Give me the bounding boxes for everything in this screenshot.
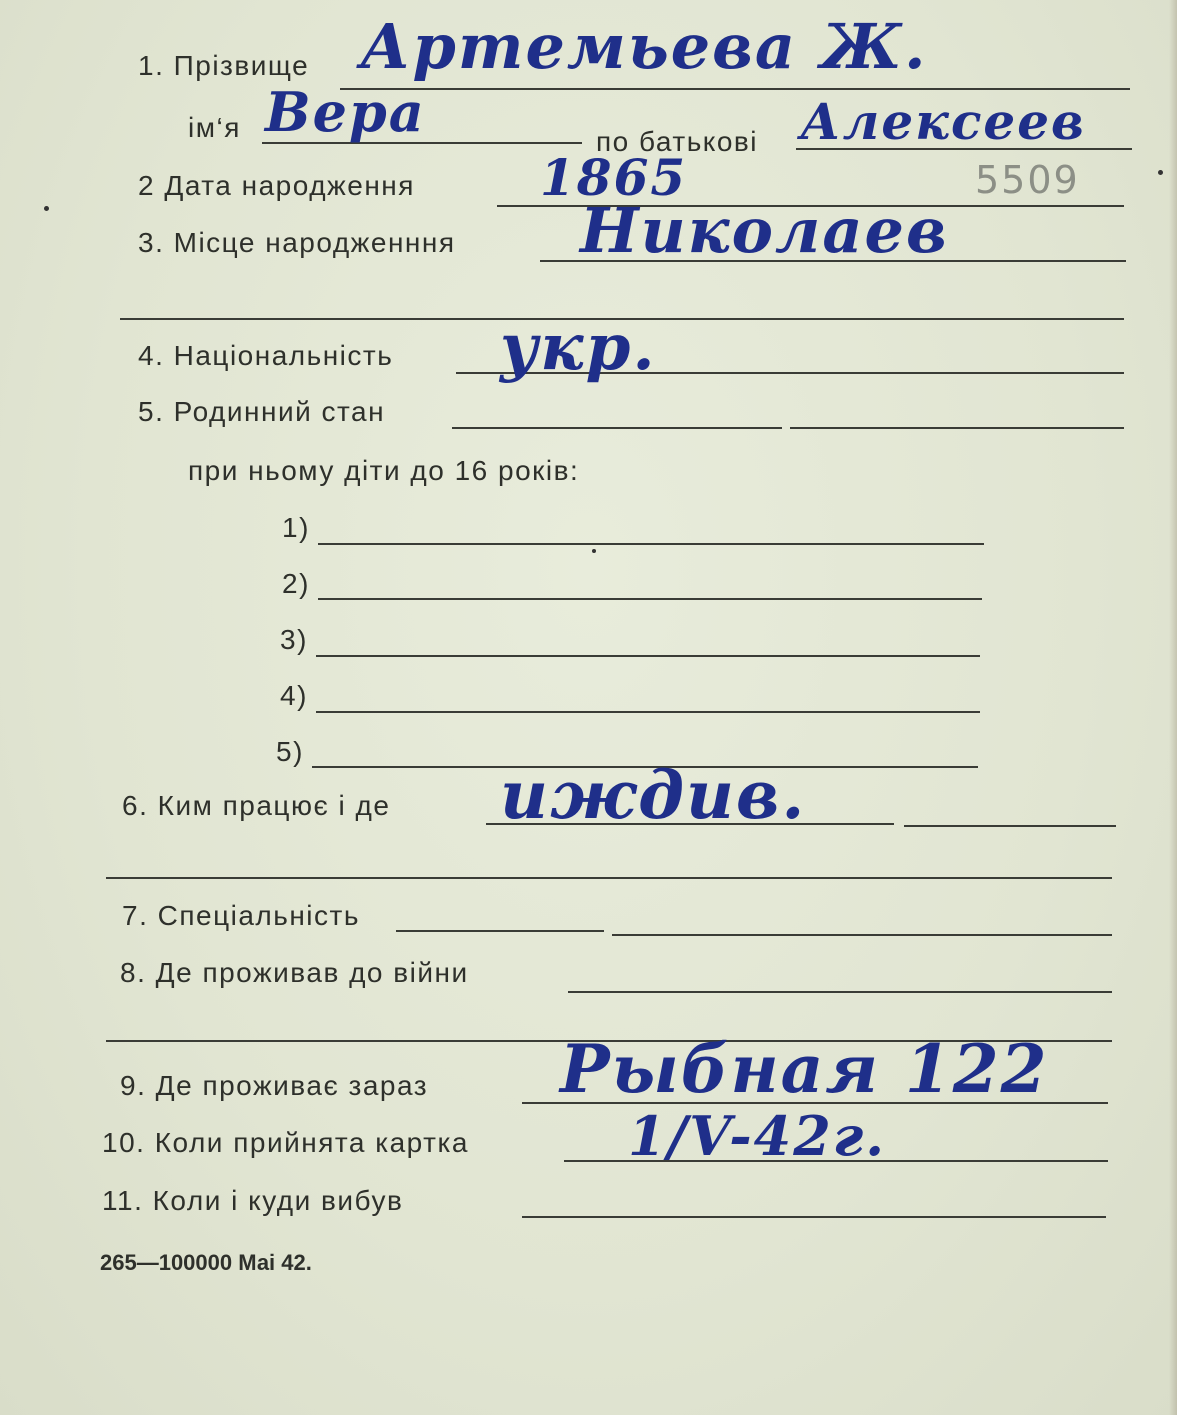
family-status-line-b xyxy=(790,427,1124,429)
surname-line xyxy=(340,88,1130,90)
child-2-label: 2) xyxy=(282,568,310,599)
birth-date-value: 1865 xyxy=(540,148,688,207)
child-3-label: 3) xyxy=(280,624,308,655)
children-heading: при ньому діти до 16 років: xyxy=(188,455,580,486)
occupation-label: 6. Ким працює і де xyxy=(122,790,391,821)
print-code: 265—100000 Маі 42. xyxy=(100,1250,312,1275)
ink-dot xyxy=(44,206,49,211)
child-2-line xyxy=(318,598,982,600)
surname-value: Артемьева Ж. xyxy=(360,10,928,83)
prewar-residence-line xyxy=(568,991,1112,993)
patronymic-label: по батькові xyxy=(596,126,759,157)
pencil-number: 5509 xyxy=(975,158,1080,202)
nationality-label: 4. Національність xyxy=(138,340,394,371)
current-residence-value: Рыбная 122 xyxy=(560,1030,1049,1108)
card-accepted-value: 1/V-42г. xyxy=(628,1104,886,1168)
birth-date-label: 2 Дата народження xyxy=(138,170,415,201)
specialty-label: 7. Спеціальність xyxy=(122,900,360,931)
card-accepted-label: 10. Коли прийнята картка xyxy=(102,1127,469,1158)
departure-line xyxy=(522,1216,1106,1218)
occupation-value: иждив. xyxy=(500,756,807,834)
occupation-line-b xyxy=(904,825,1116,827)
child-1-line xyxy=(318,543,984,545)
child-1-label: 1) xyxy=(282,512,310,543)
child-4-label: 4) xyxy=(280,680,308,711)
patronymic-value: Алексеев xyxy=(800,92,1086,151)
family-status-label: 5. Родинний стан xyxy=(138,396,386,427)
departure-label: 11. Коли і куди вибув xyxy=(102,1185,404,1216)
surname-label: 1. Прізвище xyxy=(138,50,310,81)
ink-dot xyxy=(592,549,596,553)
specialty-line-b xyxy=(612,934,1112,936)
child-4-line xyxy=(316,711,980,713)
first-name-value: Вера xyxy=(265,80,426,144)
ink-dot xyxy=(1158,170,1163,175)
child-5-label: 5) xyxy=(276,736,304,767)
first-name-label: ім‘я xyxy=(188,112,241,143)
occupation-line-2 xyxy=(106,877,1112,879)
prewar-residence-label: 8. Де проживав до війни xyxy=(120,957,469,988)
birth-place-label: 3. Місце народженння xyxy=(138,227,456,258)
nationality-value: укр. xyxy=(500,310,657,385)
birth-place-value: Николаев xyxy=(580,194,949,267)
specialty-line xyxy=(396,930,604,932)
child-3-line xyxy=(316,655,980,657)
current-residence-label: 9. Де проживає зараз xyxy=(120,1070,429,1101)
family-status-line xyxy=(452,427,782,429)
